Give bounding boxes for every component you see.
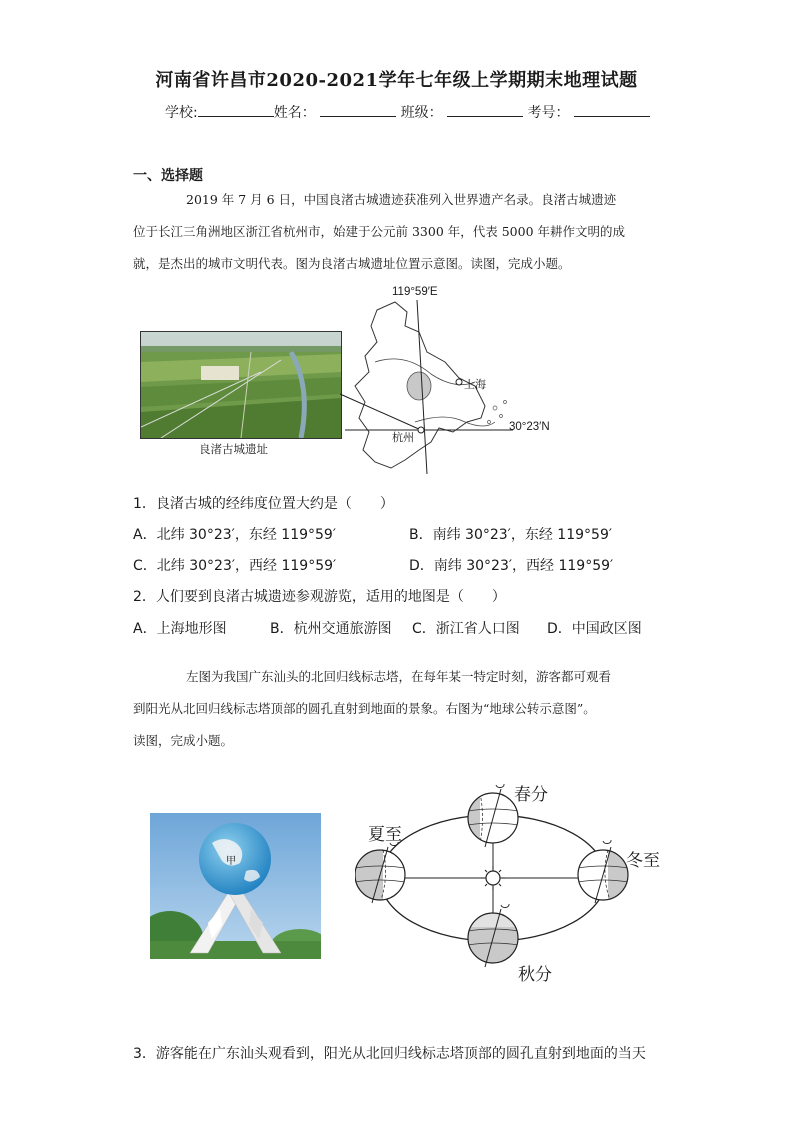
- shanghai-label: 上海: [464, 379, 486, 391]
- earth-summer: [355, 842, 405, 903]
- earth-spring: [468, 784, 518, 847]
- location-map: [335, 282, 575, 477]
- name-blank[interactable]: [320, 102, 396, 117]
- summer-solstice-label: 夏至: [368, 825, 402, 845]
- exam-no-blank[interactable]: [574, 102, 650, 117]
- passage1-line1: 2019 年 7 月 6 日，中国良渚古城遗迹获准列入世界遗产名录。良渚古城遗迹: [186, 192, 617, 207]
- longitude-label: 119°59′E: [392, 286, 438, 298]
- autumn-equinox-label: 秋分: [518, 965, 552, 985]
- tropic-tower-photo: [150, 813, 321, 959]
- student-info-line: [165, 102, 650, 122]
- lake-shape: [407, 372, 431, 400]
- coastal-islands: [488, 401, 507, 424]
- q2-option-c[interactable]: C．浙江省人口图: [412, 621, 520, 637]
- class-label: 班级：: [400, 105, 443, 121]
- question-1-stem: 1．良渚古城的经纬度位置大约是（ ）: [133, 496, 394, 512]
- q1-option-a[interactable]: A．北纬 30°23′，东经 119°59′: [133, 527, 336, 543]
- passage2-line2: 到阳光从北回归线标志塔顶部的圆孔直射到地面的景象。右图为“地球公转示意图”。: [133, 701, 596, 716]
- tower-photo-graphic: [150, 813, 321, 959]
- q2-option-b[interactable]: B．杭州交通旅游图: [270, 621, 392, 637]
- earth-autumn: [468, 904, 518, 967]
- name-label: 姓名：: [273, 105, 316, 121]
- aerial-photo-graphic: [141, 332, 341, 438]
- q2-option-a[interactable]: A．上海地形图: [133, 621, 227, 637]
- river-line: [415, 417, 495, 426]
- spring-equinox-label: 春分: [514, 785, 548, 805]
- pointer-line: [340, 394, 421, 430]
- passage1-line3: 就，是杰出的城市文明代表。图为良渚古城遗址位置示意图。读图，完成小题。: [133, 256, 571, 271]
- school-blank[interactable]: [198, 102, 274, 117]
- liangzhu-site-photo: [140, 331, 342, 439]
- exam-no-label: 考号：: [527, 105, 570, 121]
- page-title: 河南省许昌市2020-2021学年七年级上学期期末地理试题: [155, 70, 638, 91]
- school-label: 学校:: [165, 105, 198, 121]
- earth-orbit-diagram: [355, 775, 675, 980]
- earth-winter: [578, 840, 633, 903]
- passage2-line1: 左图为我国广东汕头的北回归线标志塔，在每年某一特定时刻，游客都可观看: [186, 669, 612, 684]
- latitude-label: 30°23′N: [509, 421, 550, 433]
- q1-option-b[interactable]: B．南纬 30°23′，东经 119°59′: [409, 527, 613, 543]
- photo-caption: 良渚古城遗址: [199, 442, 268, 456]
- passage1-line2: 位于长江三角洲地区浙江省杭州市，始建于公元前 3300 年，代表 5000 年耕作文明的成: [133, 224, 626, 239]
- winter-solstice-label: 冬至: [626, 851, 660, 871]
- class-blank[interactable]: [447, 102, 523, 117]
- q2-option-d[interactable]: D．中国政区图: [547, 621, 642, 637]
- passage2-line3: 读图，完成小题。: [133, 733, 234, 748]
- question-3-stem: 3．游客能在广东汕头观看到，阳光从北回归线标志塔顶部的圆孔直射到地面的当天: [133, 1046, 646, 1062]
- section-heading: 一、选择题: [133, 168, 203, 184]
- tower-mark-label: 甲: [226, 856, 236, 867]
- shanghai-dot: [456, 379, 462, 385]
- hangzhou-label: 杭州: [392, 432, 414, 444]
- q1-option-c[interactable]: C．北纬 30°23′，西经 119°59′: [133, 558, 337, 574]
- question-2-stem: 2．人们要到良渚古城遗迹参观游览，适用的地图是（ ）: [133, 589, 506, 605]
- q1-option-d[interactable]: D．南纬 30°23′，西经 119°59′: [409, 558, 614, 574]
- hangzhou-dot: [418, 427, 424, 433]
